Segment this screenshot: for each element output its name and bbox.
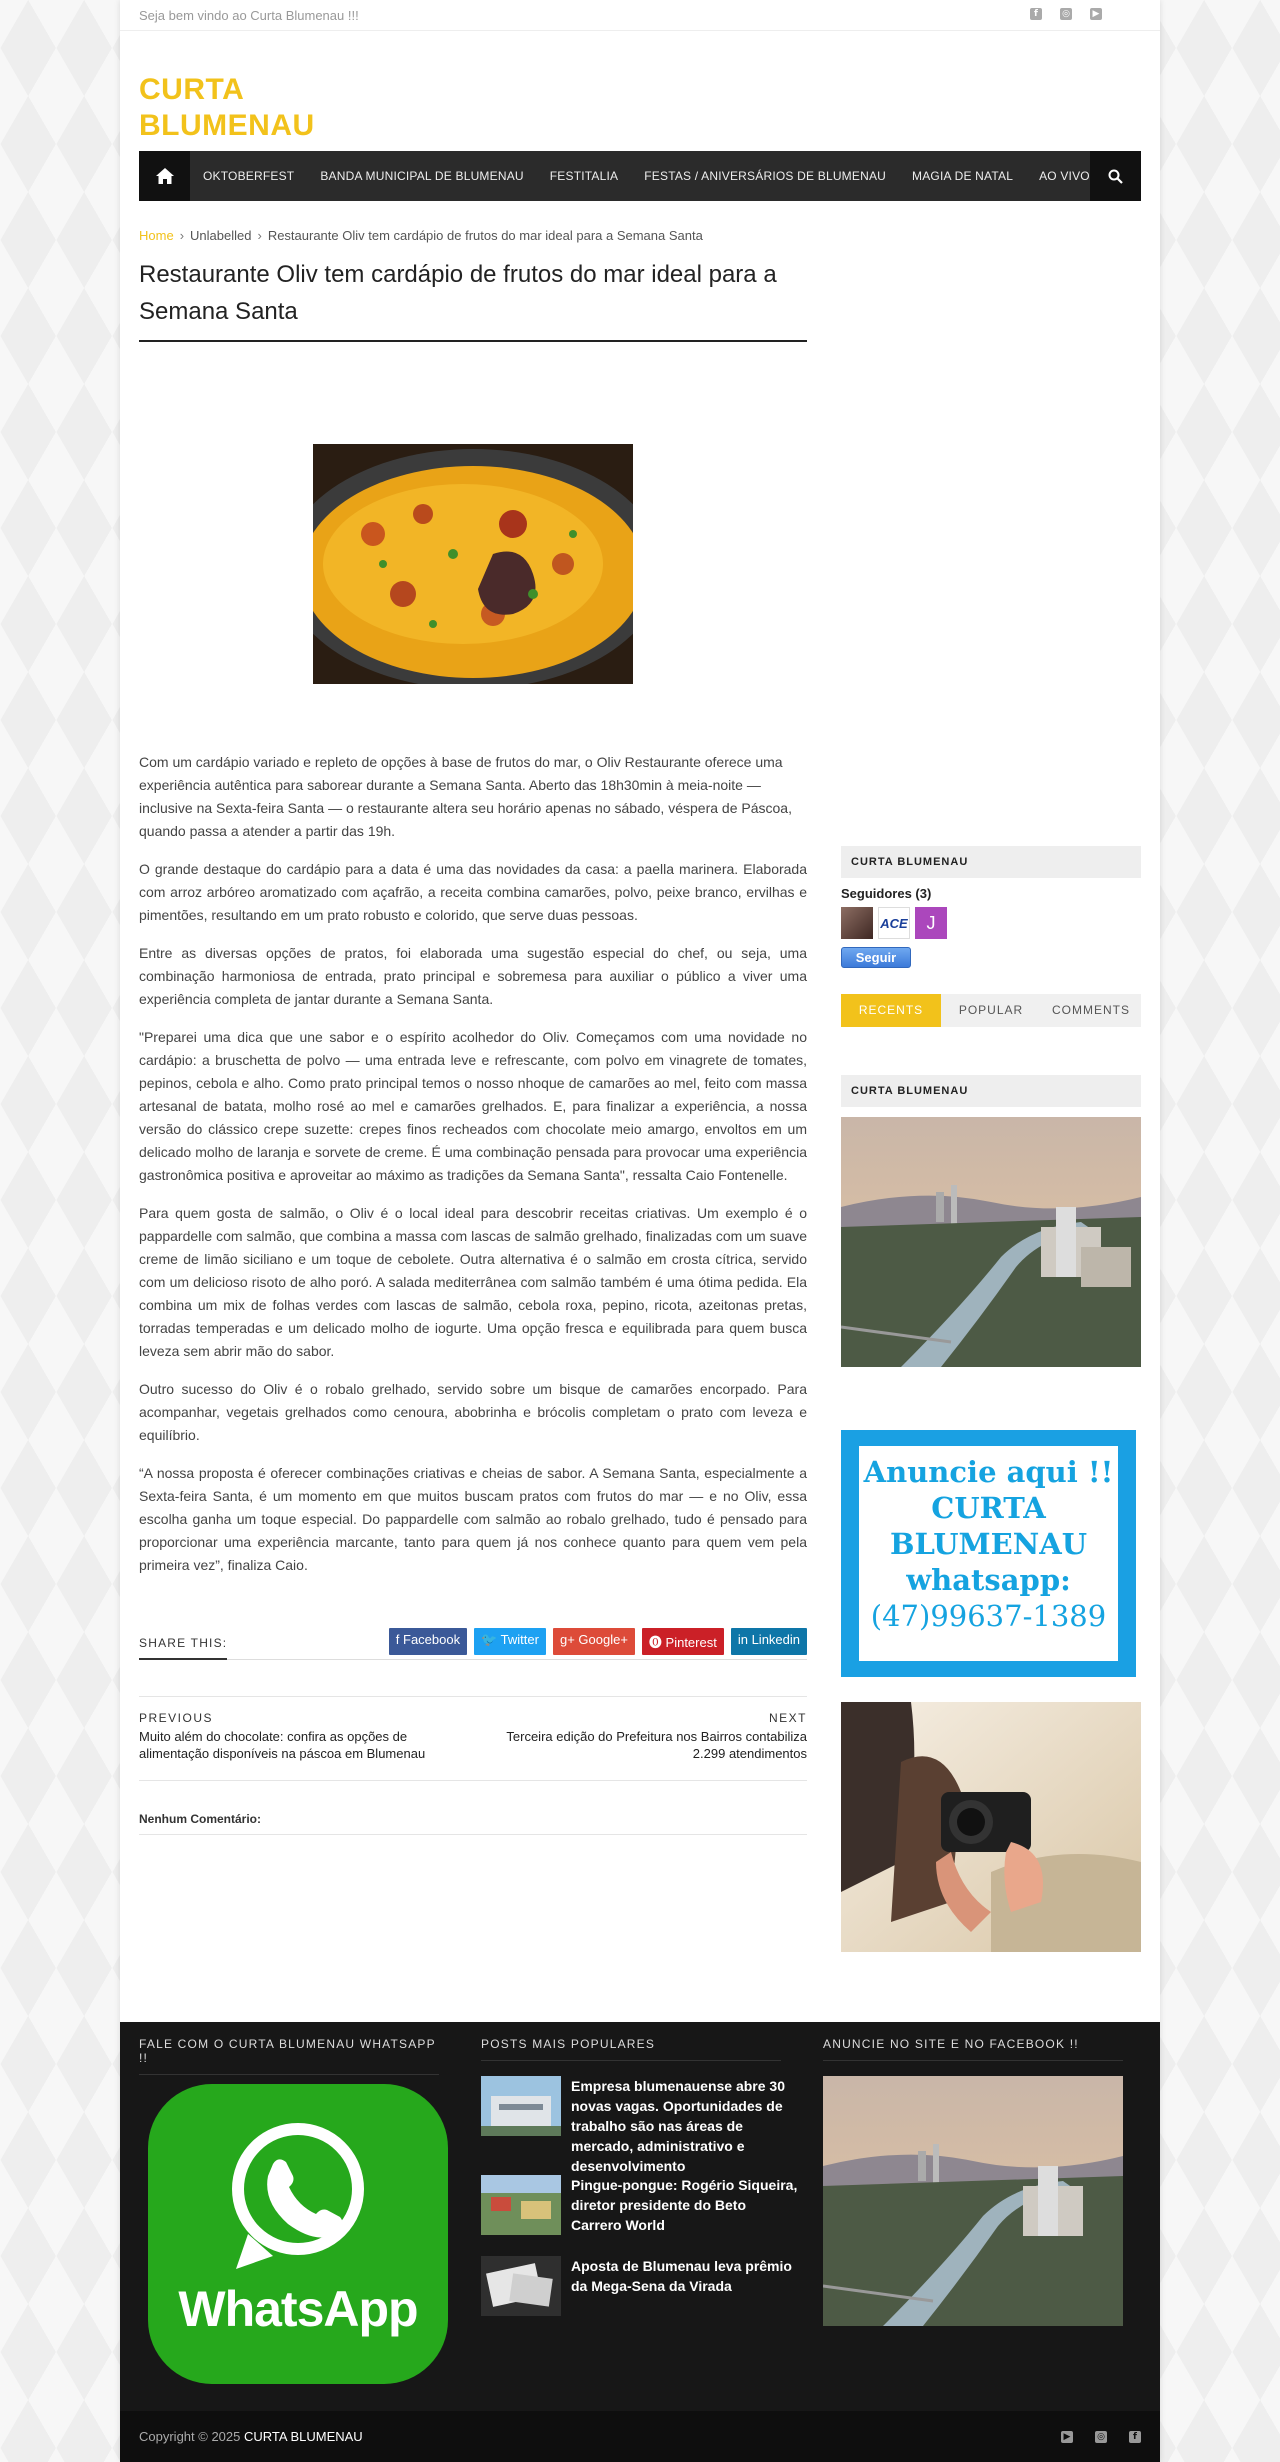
avatar[interactable]: ACE — [878, 907, 910, 939]
logo-line2: BLUMENAU — [139, 109, 315, 142]
popular-post-thumb — [481, 2175, 561, 2235]
nav-item-ao-vivo[interactable]: AO VIVO — [1039, 169, 1090, 183]
follow-button[interactable]: Seguir — [841, 947, 911, 968]
popular-post-title: Empresa blumenauense abre 30 novas vagas. Oportunidades de trabalho são nas áreas de mercado, administrativo e desenvolvimento — [571, 2078, 785, 2174]
share-linkedin-button[interactable]: in Linkedin — [731, 1628, 807, 1655]
ad-line4: whatsapp: — [906, 1563, 1071, 1597]
followers-count: Seguidores (3) — [841, 886, 932, 901]
popular-post-thumb — [481, 2256, 561, 2316]
breadcrumb — [139, 228, 703, 243]
popular-post-item[interactable] — [481, 2175, 801, 2235]
share-facebook-button[interactable]: f Facebook — [389, 1628, 467, 1655]
breadcrumb-home[interactable]: Home — [139, 228, 174, 243]
search-icon[interactable] — [1090, 151, 1141, 201]
copyright-label: Copyright © 2025 — [139, 2429, 241, 2444]
ad-line1: Anuncie aqui !! — [863, 1455, 1114, 1489]
welcome-text: Seja bem vindo ao Curta Blumenau !!! — [139, 8, 359, 23]
nav-item-festas[interactable]: FESTAS / ANIVERSÁRIOS DE BLUMENAU — [644, 169, 887, 183]
avatar[interactable]: J — [915, 907, 947, 939]
logo-line1: CURTA — [139, 73, 245, 106]
share-label: SHARE THIS: — [139, 1636, 227, 1660]
footer-whatsapp-heading: FALE COM O CURTA BLUMENAU WHATSAPP !! — [139, 2037, 439, 2075]
share-twitter-button[interactable]: 🐦 Twitter — [474, 1628, 546, 1655]
youtube-icon[interactable]: ▶ — [1061, 2431, 1073, 2443]
popular-post-item[interactable] — [481, 2256, 801, 2316]
previous-label: PREVIOUS — [139, 1711, 214, 1725]
instagram-icon[interactable]: ◎ — [1060, 8, 1072, 20]
city-photo — [841, 1117, 1141, 1367]
facebook-icon[interactable]: f — [1030, 8, 1042, 20]
post-paragraph: Entre as diversas opções de pratos, foi elaborada uma sugestão especial do chef, ou seja, uma combinação harmoniosa de entrada, prato principal e sobremesa para auxiliar o público a viver uma experiência completa de jantar durante a Semana Santa. — [139, 945, 807, 1007]
home-icon[interactable] — [139, 151, 190, 201]
footer-popular-heading: POSTS MAIS POPULARES — [481, 2037, 781, 2061]
youtube-icon[interactable]: ▶ — [1090, 8, 1102, 20]
nav-item-banda[interactable]: BANDA MUNICIPAL DE BLUMENAU — [320, 169, 524, 183]
share-bar — [139, 1626, 807, 1660]
ad-phone: (47)99637-1389 — [870, 1599, 1107, 1633]
copyright-text — [139, 2429, 363, 2444]
camera-photo — [841, 1702, 1141, 1952]
top-bar — [120, 0, 1160, 31]
breadcrumb-category[interactable]: Unlabelled — [190, 228, 252, 243]
share-google-button[interactable]: g+ Google+ — [553, 1628, 635, 1655]
post-paragraph: “A nossa proposta é oferecer combinações criativas e cheias de sabor. A Semana Santa, especialmente a Sexta-feira Santa, é um momento em que muitos buscam pratos com frutos do mar — e no Oliv, essa escolha ganha um toque especial. Do pappardelle com salmão ao robalo grelhado, tudo é pensado para proporcionar uma experiência marcante, tanto para quem já nos conhece quanto para quem vem pela primeira vez”, finaliza Caio. — [139, 1465, 807, 1573]
footer-city-photo — [823, 2076, 1123, 2326]
footer — [120, 2022, 1160, 2411]
whatsapp-logo[interactable] — [148, 2084, 448, 2384]
popular-post-title: Aposta de Blumenau leva prêmio da Mega-Sena da Virada — [571, 2258, 792, 2294]
next-title: Terceira edição do Prefeitura nos Bairros contabiliza 2.299 atendimentos — [506, 1729, 807, 1761]
ad-banner[interactable] — [841, 1430, 1136, 1677]
follower-avatars — [841, 907, 947, 939]
post-paragraph: O grande destaque do cardápio para a data é uma das novidades da casa: a paella marinera. Elaborada com arroz arbóreo aromatizado com açafrão, a receita combina camarões, polvo, peixe branco, ervilhas e pimentões, resultando em um prato robusto e colorido, que serve duas pessoas. — [139, 861, 807, 923]
popular-post-title: Pingue-pongue: Rogério Siqueira, diretor presidente do Beto Carrero World — [571, 2177, 798, 2233]
copyright-bar — [120, 2411, 1160, 2462]
facebook-icon[interactable]: f — [1129, 2431, 1141, 2443]
breadcrumb-current: Restaurante Oliv tem cardápio de frutos do mar ideal para a Semana Santa — [267, 228, 703, 243]
tab-recents[interactable]: RECENTS — [841, 994, 941, 1027]
tab-comments[interactable]: COMMENTS — [1052, 1003, 1130, 1017]
post-paragraph: Com um cardápio variado e repleto de opções à base de frutos do mar, o Oliv Restaurante oferece uma experiência autêntica para saborear durante a Semana Santa. Aberto das 18h30min à meia-noite — inclusive na Sexta-feira Santa — o restaurante altera seu horário apenas no sábado, véspera de Páscoa, quando passa a atender a partir das 19h. — [139, 754, 792, 839]
share-pinterest-button[interactable]: ⓿ Pinterest — [642, 1628, 724, 1655]
instagram-icon[interactable]: ◎ — [1095, 2431, 1107, 2443]
ad-line3: BLUMENAU — [889, 1527, 1088, 1561]
comments-heading: Nenhum Comentário: — [139, 1812, 807, 1835]
main-nav — [139, 151, 1141, 201]
post-paragraph: Outro sucesso do Oliv é o robalo grelhado, servido sobre um bisque de camarões encorpado. Para acompanhar, vegetais grelhados como cenoura, abobrinha e brócolis completam o prato com leveza e equilíbrio. — [139, 1381, 807, 1443]
ad-content — [859, 1446, 1118, 1661]
avatar[interactable] — [841, 907, 873, 939]
post-navigation — [139, 1696, 807, 1781]
nav-item-natal[interactable]: MAGIA DE NATAL — [912, 169, 1014, 183]
previous-title: Muito além do chocolate: confira as opções de alimentação disponíveis na páscoa em Blumenau — [139, 1729, 426, 1761]
top-social — [1030, 8, 1102, 20]
nav-item-festitalia[interactable]: FESTITALIA — [549, 169, 619, 183]
post-title: Restaurante Oliv tem cardápio de frutos do mar ideal para a Semana Santa — [139, 256, 807, 342]
post-image-paella — [313, 444, 633, 684]
popular-post-thumb — [481, 2076, 561, 2136]
post-body — [139, 751, 807, 1592]
ad-line2: CURTA — [931, 1491, 1046, 1525]
whatsapp-wordmark: WhatsApp — [178, 2281, 418, 2337]
chevron-right-icon: › — [179, 228, 185, 243]
next-label: NEXT — [768, 1711, 807, 1725]
image-widget-heading: CURTA BLUMENAU — [841, 1075, 1141, 1107]
previous-post-link[interactable] — [139, 1711, 469, 1762]
site-logo[interactable] — [139, 72, 399, 144]
copyright-brand[interactable]: CURTA BLUMENAU — [243, 2429, 363, 2444]
page-wrapper — [120, 0, 1160, 2462]
footer-social — [1061, 2431, 1141, 2443]
post-paragraph: Para quem gosta de salmão, o Oliv é o local ideal para descobrir receitas criativas. Um exemplo é o pappardelle com salmão, que combina a massa com lascas de salmão grelhado, finalizadas com um suave creme de limão siciliano e um toque de cebolete. Outra alternativa é o salmão em crosta cítrica, servido com um delicioso risoto de alho poró. A salada mediterrânea com salmão também é uma ótima pedida. Ela combina um mix de folhas verdes com lascas de salmão, cebola roxa, pepino, ricota, azeitonas pretas, torradas temperadas e um delicado molho de iogurte. Uma opção fresca e equilibrada para quem busca leveza sem abrir mão do sabor. — [139, 1205, 807, 1359]
tab-popular[interactable]: POPULAR — [958, 1003, 1024, 1017]
sidebar-tabs — [841, 994, 1141, 1027]
post-paragraph: "Preparei uma dica que une sabor e o espírito acolhedor do Oliv. Começamos com uma novidade no cardápio: a bruschetta de polvo — uma entrada leve e refrescante, com polvo em vinagrete de tomates, pepinos, cebola e alho. Como prato principal temos o nosso nhoque de camarões ao mel, feito com massa artesanal de batata, molho rosé ao mel e camarões grelhados. E, para finalizar a experiência, a nossa versão do clássico crepe suzette: crepes finos recheados com chocolate meio amargo, envoltos em um delicado molho de laranja e sorvete de creme. É uma combinação pensada para provocar uma experiência gastronômica positiva e aproveitar ao máximo as tradições da Semana Santa", ressalta Caio Fontenelle. — [139, 1029, 807, 1183]
chevron-right-icon: › — [257, 228, 262, 243]
share-buttons — [389, 1628, 807, 1655]
next-post-link[interactable] — [477, 1711, 807, 1762]
followers-widget-heading: CURTA BLUMENAU — [841, 846, 1141, 878]
popular-post-item[interactable] — [481, 2076, 801, 2174]
nav-item-oktoberfest[interactable]: OKTOBERFEST — [203, 169, 295, 183]
footer-ads-heading: ANUNCIE NO SITE E NO FACEBOOK !! — [823, 2037, 1123, 2061]
